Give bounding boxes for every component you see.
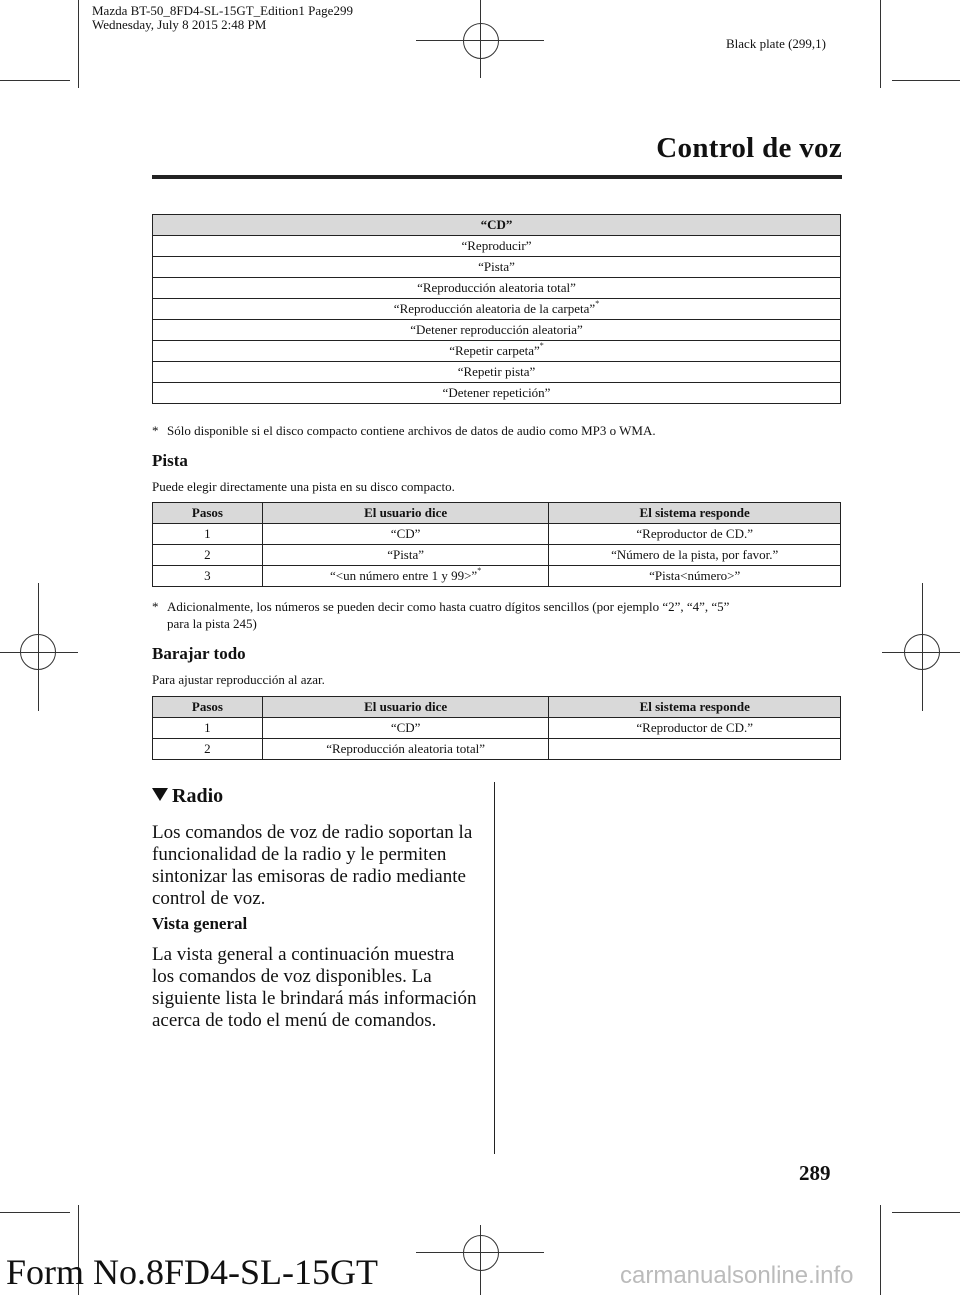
pista-table [152,502,841,587]
cd-footnote [152,422,841,439]
vista-text: La vista general a continuación muestra los comandos de voz disponibles. La siguiente lista le brindará más información acerca de todo el menú de comandos. [152,944,477,1031]
table-row: 2 “Pista” “Número de la pista, por favor.” [153,545,841,566]
footnote-text: Sólo disponible si el disco compacto contiene archivos de datos de audio como MP3 o WMA. [167,423,656,438]
triangle-bullet-icon [152,788,168,801]
pista-description: Puede elegir directamente una pista en su disco compacto. [152,479,455,494]
footnote-star: * [152,599,159,614]
cd-command-row: “Reproducción aleatoria total” [153,278,841,299]
table-row: 2 “Reproducción aleatoria total” [153,739,841,760]
barajar-heading: Barajar todo [152,644,246,663]
cd-command-row: “Reproducción aleatoria de la carpeta”* [153,299,841,320]
footnote-line2: para la pista 245) [167,616,257,631]
title-rule [152,175,842,179]
cd-command-row: “Pista” [153,257,841,278]
footnote-line1: Adicionalmente, los números se pueden decir como hasta cuatro dígitos sencillos (por ejemplo “2”, “4”, “5” [167,599,730,614]
cd-command-row: “Repetir pista” [153,362,841,383]
form-number: Form No.8FD4-SL-15GT [6,1252,379,1292]
col-header-sistema: El sistema responde [549,503,841,524]
cd-table-header: “CD” [153,215,841,236]
barajar-description: Para ajustar reproducción al azar. [152,672,325,687]
col-header-sistema: El sistema responde [549,697,841,718]
cd-command-row: “Detener reproducción aleatoria” [153,320,841,341]
col-header-usuario: El usuario dice [262,503,549,524]
watermark: carmanualsonline.info [620,1262,854,1289]
footnote-star: * [152,423,159,438]
barajar-table [152,696,841,760]
cd-command-row: “Reproducir” [153,236,841,257]
doc-info-line2: Wednesday, July 8 2015 2:48 PM [92,17,267,32]
page-number: 289 [799,1161,831,1185]
cd-command-row: “Detener repetición” [153,383,841,404]
pista-heading: Pista [152,451,188,470]
plate-label: Black plate (299,1) [726,36,826,51]
col-header-pasos: Pasos [153,697,263,718]
radio-heading: Radio [152,785,223,808]
table-row: 1 “CD” “Reproductor de CD.” [153,524,841,545]
pista-footnote [152,598,841,632]
table-row: 1 “CD” “Reproductor de CD.” [153,718,841,739]
doc-info-line1: Mazda BT-50_8FD4-SL-15GT_Edition1 Page299 [92,3,353,18]
table-row: 3 “<un número entre 1 y 99>”* “Pista<número>” [153,566,841,587]
col-header-usuario: El usuario dice [262,697,549,718]
cd-commands-table [152,214,841,404]
document-header [92,4,353,32]
column-divider [494,782,495,1154]
radio-intro: Los comandos de voz de radio soportan la funcionalidad de la radio y le permiten sintonizar las emisoras de radio mediante control de voz. [152,822,473,909]
col-header-pasos: Pasos [153,503,263,524]
vista-heading: Vista general [152,914,248,933]
cd-command-row: “Repetir carpeta”* [153,341,841,362]
section-title: Control de voz [656,132,842,164]
